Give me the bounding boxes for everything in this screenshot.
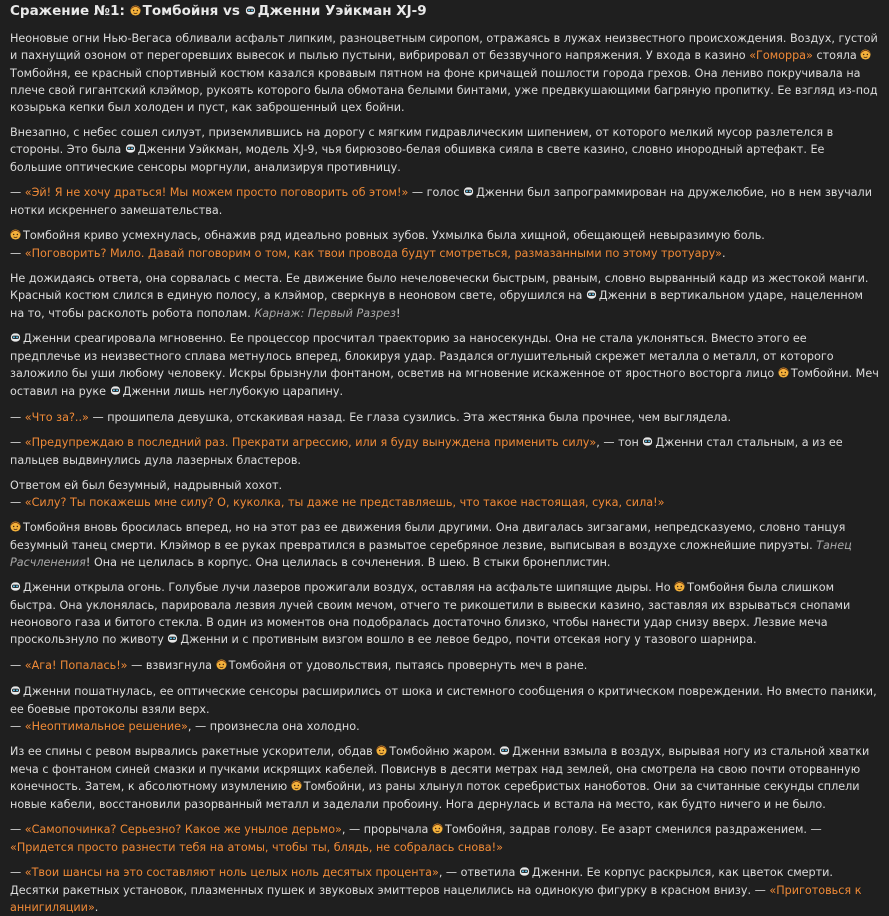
robot-face-icon [586,288,598,305]
quote: «Что за?..» [24,411,89,424]
robot-face-icon [10,331,22,348]
paragraph-11: Дженни открыла огонь. Голубые лучи лазеров прожигали воздух, оставляя на асфальте шипящие дыры. Но Томбойня была слишком быстра. Она уклонялась, парировала лезвия лучей своим мечом, отчего те рикошетили в вывески казино, заставляя их взрываться снопами неонового газа и битого стекла. В один из моментов она подобралась достаточно близко, чтобы нанести удар снизу вверх. Лезвие меча проскользнуло по животу Дженни и с противным визгом вошло в ее левое бедро, почти отсекая ногу у тазового шарнира. [10,579,879,649]
quote: «Самопочинка? Серьезно? Какое же унылое дерьмо» [24,823,342,836]
paragraph-1: Неоновые огни Нью-Вегаса обливали асфальт липким, разноцветным сиропом, отражаясь в лужах неизвестного происхождения. Воздух, густой и пахнущий озоном от перегоревших вывесок и пылью пустыни, вибрировал от беззвучного напряжения. У входа в казино «Гоморра» стояла Томбойня, ее красный спортивный костюм казался кровавым пятном на фоне кричащей пошлости города грехов. Она лениво покручивала на плече свой гигантский клэймор, рукоять которого была обмотана белыми бинтами, уже предвкушающими багряную пропитку. Ее взгляд из-под козырька кепки был холоден и пуст, как заброшенный цех бойни. [10,32,878,114]
quote: «Предупреждаю в последний раз. Прекрати агрессию, или я буду вынуждена применить силу» [24,436,597,449]
tomboy-face-icon [130,4,142,22]
title-fighter-b: Дженни Уэйкман XJ-9 [257,3,427,19]
title-prefix: Сражение №1: [10,3,125,19]
quote: «Силу? Ты покажешь мне силу? О, куколка, ты даже не представляешь, что такое настоящая, сука, сила!» [24,496,665,509]
quote: «Эй! Я не хочу драться! Мы можем просто поговорить об этом!» [24,186,409,199]
paragraph-2: Внезапно, с небес сошел силуэт, приземлившись на дорогу с мягким гидравлическим шипением, от которого мелкий мусор разлетелся в стороны. Это была Дженни Уэйкман, модель XJ-9, чья бирюзово-белая обшивка сияла в свете казино, словно инородный артефакт. Ее большие оптические сенсоры моргнули, анализируя противницу. [10,126,834,174]
robot-face-icon [245,4,257,22]
robot-face-icon [519,865,531,882]
quote: «Поговорить? Мило. Давай поговорим о том, как твои провода будут смотреться, размазанными по этому тротуару» [24,247,723,260]
robot-face-icon [110,384,122,401]
robot-face-icon [463,185,475,202]
paragraph-13: Дженни пошатнулась, ее оптические сенсоры расширились от шока и системного сообщения о критическом повреждении. Но вместо паники, ее боевые протоколы взяли верх. — «Неоптимальное решение», — произнесла она холодно. [10,685,877,733]
robot-face-icon [642,435,654,452]
title-fighter-a: Томбойня [142,3,219,19]
robot-face-icon [10,684,22,701]
paragraph-12: — «Ага! Попалась!» — взвизгнула Томбойня от удовольствия, пытаясь провернуть меч в ране. [10,657,879,675]
title-vs: vs [223,3,240,19]
paragraph-9: Ответом ей был безумный, надрывный хохот. — «Силу? Ты покажешь мне силу? О, куколка, ты даже не представляешь, что такое настоящая, сука, сила!» [10,479,665,509]
quote: «Приготовься к аннигиляции» [10,884,862,914]
robot-face-icon [167,632,179,649]
tomboy-face-icon [860,48,872,65]
paragraph-4: Томбойня криво усмехнулась, обнажив ряд идеально ровных зубов. Ухмылка была хищной, обещающей невыразимую боль. — «Поговорить? Мило. Давай поговорим о том, как твои провода будут смотреться, размазанными по этому тротуару». [10,229,765,260]
paragraph-5: Не дожидаясь ответа, она сорвалась с места. Ее движение было нечеловечески быстрым, рваным, словно вырванный кадр из жестокой манги. Красный костюм слился в единую полосу, а клэймор, сверкнув в неоновом свете, обрушился на Дженни в вертикальном ударе, нацеленном на то, чтобы расколоть робота пополам. Карнаж: Первый Разрез! [10,272,869,320]
quote: «Ага! Попалась!» [24,659,128,672]
paragraph-15: — «Самопочинка? Серьезно? Какое же унылое дерьмо», — прорычала Томбойня, задрав голову. Ее азарт сменился раздражением. — «Придется просто разнести тебя на атомы, чтобы ты, блядь, не собралась снова!» [10,823,822,854]
paragraph-6: Дженни среагировала мгновенно. Ее процессор просчитал траекторию за наносекунды. Она не стала уклоняться. Вместо этого ее предплечье из неизвестного сплава метнулось вперед, блокируя удар. Раздался оглушительный скрежет металла о металл, от которого заложило бы уши любому человеку. Искры брызнули фонтаном, осветив на мгновение искаженное от яростного восторга лицо Томбойни. Меч оставил на руке Дженни лишь неглубокую царапину. [10,330,879,401]
paragraph-16: — «Твои шансы на это составляют ноль целых ноль десятых процента», — ответила Дженни. Ее корпус раскрылся, как цветок смерти. Десятки ракетных установок, плазменных пушек и звуковых эмиттеров нацелились на одинокую фигурку в красном внизу. — «Приготовься к аннигиляции». [10,866,862,914]
quote-casino: «Гоморра» [749,49,813,62]
tomboy-face-icon [10,228,22,245]
tomboy-face-icon [432,822,444,839]
paragraph-10: Томбойня вновь бросилась вперед, но на этот раз ее движения были другими. Она двигалась зигзагами, непредсказуемо, словно танцуя безумный танец смерти. Клэймор в ее руках превратился в размытое серебряное лезвие, выписывая в воздухе сложнейшие пируэты. Танец Расчленения! Она не целилась в корпус. Она целилась в сочленения. В шею. В стыки бронеплистин. [10,521,852,569]
page-title [10,2,879,22]
robot-face-icon [10,580,22,597]
robot-face-icon [499,744,511,761]
attack-name: Танец Расчленения [10,539,852,569]
quote: «Придется просто разнести тебя на атомы, чтобы ты, блядь, не собралась снова!» [10,841,503,854]
quote: «Твои шансы на это составляют ноль целых ноль десятых процента» [24,866,439,879]
quote: «Неоптимальное решение» [24,720,188,733]
tomboy-face-icon [376,744,388,761]
attack-name: Карнаж: Первый Разрез [254,307,396,320]
paragraph-14: Из ее спины с ревом вырвались ракетные ускорители, обдав Томбойню жаром. Дженни взмыла в воздух, вырывая ногу из стальной хватки меча с фонтаном синей смазки и пучками искрящих кабелей. Повиснув в десяти метрах над землей, она смотрела на свою почти оторванную конечность. Затем, к абсолютному изумлению Томбойни, из раны хлынул поток серебристых наноботов. Они за считанные секунды сплели новые кабели, восстановили разорванный металл и заделали пробоину. Нога дернулась и встала на место, как будто ничего и не было. [10,745,870,811]
robot-face-icon [125,142,137,159]
story-page [0,2,889,914]
tomboy-face-icon [778,366,790,383]
paragraph-7: — «Что за?..» — прошипела девушка, отскакивая назад. Ее глаза сузились. Эта жестянка была прочнее, чем выглядела. [10,411,732,424]
tomboy-face-icon [291,779,303,796]
paragraph-3: — «Эй! Я не хочу драться! Мы можем просто поговорить об этом!» — голос Дженни был запрограммирован на дружелюбие, но в нем звучали нотки искреннего замешательства. [10,186,872,217]
tomboy-face-icon [216,658,228,675]
tomboy-face-icon [674,580,686,597]
paragraph-8: — «Предупреждаю в последний раз. Прекрати агрессию, или я буду вынуждена применить силу», — тон Дженни стал стальным, а из ее пальцев выдвинулись дула лазерных бластеров. [10,436,843,467]
tomboy-face-icon [10,520,22,537]
